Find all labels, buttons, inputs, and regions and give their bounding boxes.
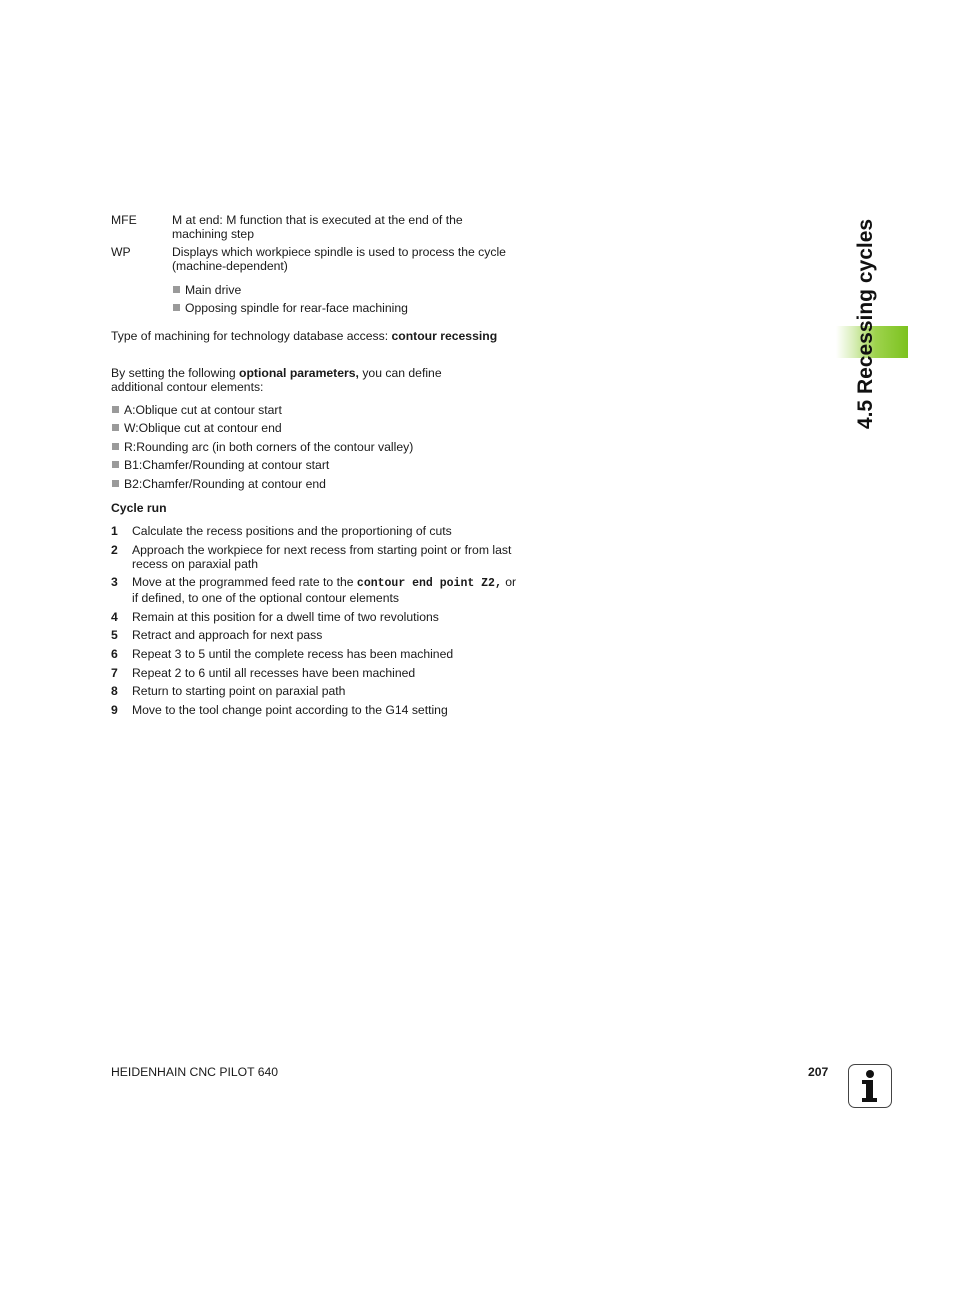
square-bullet-icon xyxy=(112,443,119,450)
optional-parameters-intro: By setting the following optional parameters, you can define additional contour elements: xyxy=(111,366,442,394)
list-item: Main drive xyxy=(172,283,512,297)
parameter-row xyxy=(111,213,511,241)
list-item: A:Oblique cut at contour start xyxy=(111,403,511,417)
parameter-desc: M at end: M function that is executed at the end of the machining step xyxy=(172,213,463,241)
step-item: 1 Calculate the recess positions and the proportioning of cuts xyxy=(111,524,452,538)
code-text: contour end point Z2, xyxy=(356,577,502,591)
optional-parameters-list xyxy=(111,403,511,495)
square-bullet-icon xyxy=(112,424,119,431)
list-item: B1:Chamfer/Rounding at contour start xyxy=(111,458,511,472)
step-item: 4 Remain at this position for a dwell time of two revolutions xyxy=(111,609,439,624)
step-item: 9 Move to the tool change point according to the G14 setting xyxy=(111,702,448,717)
parameter-key: WP xyxy=(111,245,131,259)
parameter-desc: Displays which workpiece spindle is used to process the cycle (machine-dependent) xyxy=(172,245,506,273)
list-item: B2:Chamfer/Rounding at contour end xyxy=(111,477,511,491)
step-item: 8 Return to starting point on paraxial path xyxy=(111,684,346,699)
cycle-run-steps xyxy=(111,524,521,721)
step-item: 3 Move at the programmed feed rate to the contour end point Z2, or if defined, to one of the optional contour elements xyxy=(111,575,517,606)
square-bullet-icon xyxy=(173,304,180,311)
step-item: 7 Repeat 2 to 6 until all recesses have been machined xyxy=(111,665,416,680)
step-item: 6 Repeat 3 to 5 until the complete recess has been machined xyxy=(111,646,454,661)
step-item: 5 Retract and approach for next pass xyxy=(111,628,323,643)
section-title: 4.5 Recessing cycles xyxy=(854,218,877,430)
wp-options-list xyxy=(172,283,512,320)
list-item: R:Rounding arc (in both corners of the contour valley) xyxy=(111,440,511,454)
list-item: Opposing spindle for rear-face machining xyxy=(172,301,512,315)
list-item: W:Oblique cut at contour end xyxy=(111,421,511,435)
footer-title: HEIDENHAIN CNC PILOT 640 xyxy=(111,1065,279,1079)
cycle-run-heading: Cycle run xyxy=(111,501,167,515)
machining-type-paragraph: Type of machining for technology database access: contour recessing xyxy=(111,329,498,343)
square-bullet-icon xyxy=(173,286,180,293)
page-number: 207 xyxy=(808,1065,829,1079)
parameter-row xyxy=(111,245,511,273)
square-bullet-icon xyxy=(112,480,119,487)
info-icon xyxy=(848,1064,892,1108)
step-item: 2 Approach the workpiece for next recess from starting point or from last recess on paraxial path xyxy=(111,542,512,571)
square-bullet-icon xyxy=(112,406,119,413)
parameter-list xyxy=(111,213,511,277)
parameter-key: MFE xyxy=(111,213,137,227)
square-bullet-icon xyxy=(112,461,119,468)
